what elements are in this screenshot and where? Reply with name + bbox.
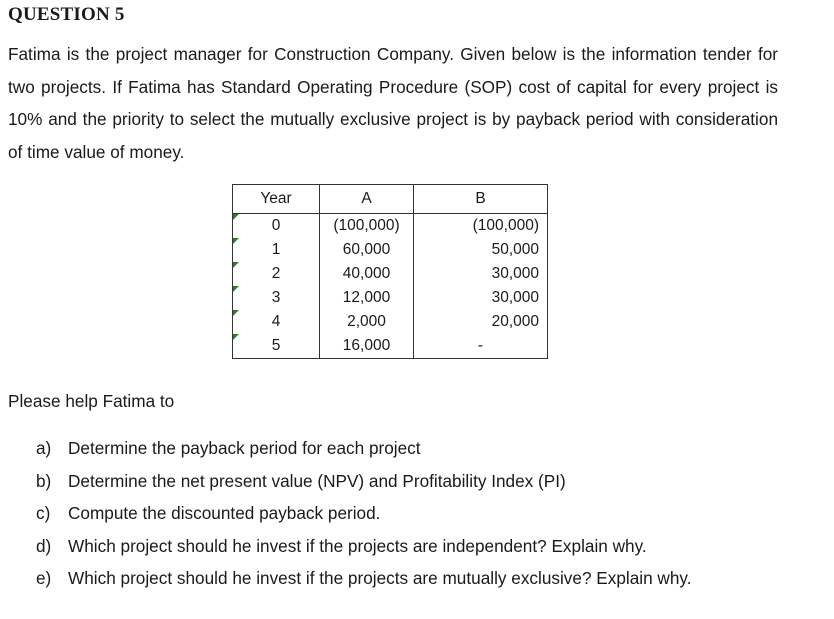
year-cell (233, 334, 320, 359)
question-intro: Fatima is the project manager for Construction Company. Given below is the information tender for two projects. If Fatima has Standard Operating Procedure (SOP) cost of capital for every project is 10% and the priority to select the mutually exclusive project is by payback period with consideration of time value of money. (8, 44, 778, 162)
table-row (233, 334, 548, 359)
task-label: d) (36, 535, 52, 556)
cell-marker-icon (233, 286, 239, 292)
year-cell (233, 310, 320, 334)
question-heading: QUESTION 5 (8, 4, 125, 25)
task-item (36, 501, 692, 534)
task-item (36, 534, 692, 567)
task-item (36, 469, 692, 502)
year-value: 0 (271, 217, 281, 234)
table-row (233, 286, 548, 310)
year-cell (233, 238, 320, 262)
project-b-value: 50,000 (414, 238, 548, 262)
project-b-value: 20,000 (414, 310, 548, 334)
year-cell (233, 262, 320, 286)
task-list (36, 436, 692, 599)
year-value: 5 (271, 337, 281, 354)
cell-marker-icon (233, 214, 239, 220)
project-b-value: 30,000 (414, 286, 548, 310)
year-value: 1 (271, 241, 281, 258)
project-b-value: 30,000 (414, 262, 548, 286)
task-item (36, 436, 692, 469)
table-row (233, 214, 548, 239)
year-value: 4 (271, 313, 281, 330)
project-b-value: (100,000) (414, 214, 548, 239)
project-b-value: - (414, 334, 548, 359)
cell-marker-icon (233, 334, 239, 340)
task-item (36, 566, 692, 599)
task-text: Compute the discounted payback period. (68, 503, 381, 523)
task-text: Determine the net present value (NPV) and Profitability Index (PI) (68, 470, 566, 491)
year-value: 2 (271, 265, 281, 282)
year-value: 3 (271, 289, 281, 306)
task-label: e) (36, 568, 52, 588)
help-prompt: Please help Fatima to (8, 391, 175, 411)
table-header-row (233, 185, 548, 214)
task-text: Which project should he invest if the projects are independent? Explain why. (68, 535, 647, 556)
task-label: b) (36, 470, 52, 491)
project-a-value: 2,000 (320, 310, 414, 334)
header-project-b: B (414, 185, 548, 214)
table-row (233, 310, 548, 334)
header-year: Year (233, 185, 320, 214)
cell-marker-icon (233, 238, 239, 244)
project-a-value: 16,000 (320, 334, 414, 359)
task-label: c) (36, 503, 51, 523)
project-a-value: 12,000 (320, 286, 414, 310)
project-a-value: 60,000 (320, 238, 414, 262)
cell-marker-icon (233, 262, 239, 268)
header-project-a: A (320, 185, 414, 214)
task-text: Determine the payback period for each project (68, 438, 421, 458)
project-a-value: 40,000 (320, 262, 414, 286)
year-cell (233, 214, 320, 239)
year-cell (233, 286, 320, 310)
table-row (233, 238, 548, 262)
project-a-value: (100,000) (320, 214, 414, 239)
cell-marker-icon (233, 310, 239, 316)
task-label: a) (36, 438, 52, 458)
cash-flow-table (232, 184, 548, 359)
table-row (233, 262, 548, 286)
task-text: Which project should he invest if the projects are mutually exclusive? Explain why. (68, 568, 692, 588)
